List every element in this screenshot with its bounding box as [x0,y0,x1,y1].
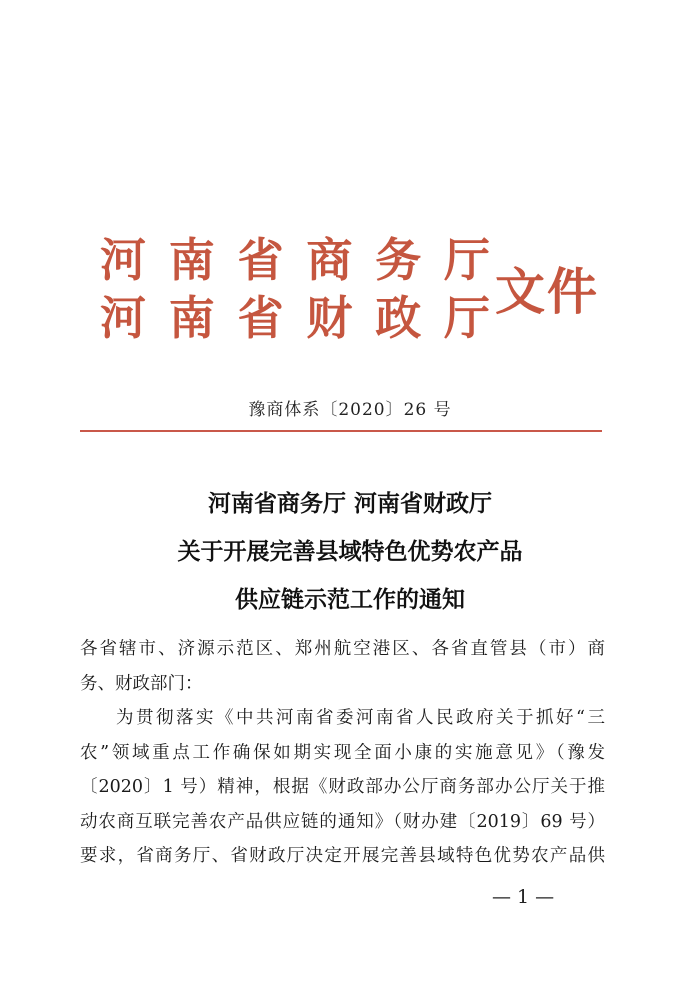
paragraph-line: 农”领域重点工作确保如期实现全面小康的实施意见》（豫发 [80,742,605,763]
paragraph-line: 要求，省商务厅、省财政厅决定开展完善县域特色优势农产品供 [80,846,605,866]
org-char: 省 [237,233,284,287]
document-number: 豫商体系〔2020〕26 号 [248,400,452,420]
paragraph-line: 〔2020〕1 号）精神，根据《财政部办公厅商务部办公厅关于推 [80,777,605,797]
title-line-1: 河南省商务厅 河南省财政厅 [207,491,492,517]
red-divider-line [80,430,602,432]
org-char: 务 [375,233,422,287]
org-name-commerce [100,235,490,285]
org-char: 厅 [443,291,490,345]
org-char: 商 [306,233,353,287]
org-char: 财 [306,291,353,345]
title-line-3: 供应链示范工作的通知 [235,587,465,613]
org-name-finance [100,293,490,343]
org-char: 厅 [443,233,490,287]
paragraph-line: 为贯彻落实《中共河南省委河南省人民政府关于抓好“三 [116,708,605,728]
org-char: 南 [168,233,215,287]
page-number: — 1 — [492,886,555,908]
red-letterhead [100,235,600,345]
org-char: 河 [100,291,146,345]
paragraph-line: 动农商互联完善农产品供应链的通知》（财办建〔2019〕69 号） [80,811,605,832]
addressee-line: 各省辖市、济源示范区、郑州航空港区、各省直管县（市）商 [80,639,605,659]
org-char: 河 [100,233,146,287]
title-line-2: 关于开展完善县域特色优势农产品 [177,539,523,565]
org-char: 南 [168,291,215,345]
org-char: 省 [237,291,284,345]
document-title [0,480,700,624]
addressee-line: 务、财政部门： [80,673,203,694]
doc-type-label: 文件 [495,262,599,321]
org-char: 政 [375,291,422,345]
document-body [80,632,605,874]
